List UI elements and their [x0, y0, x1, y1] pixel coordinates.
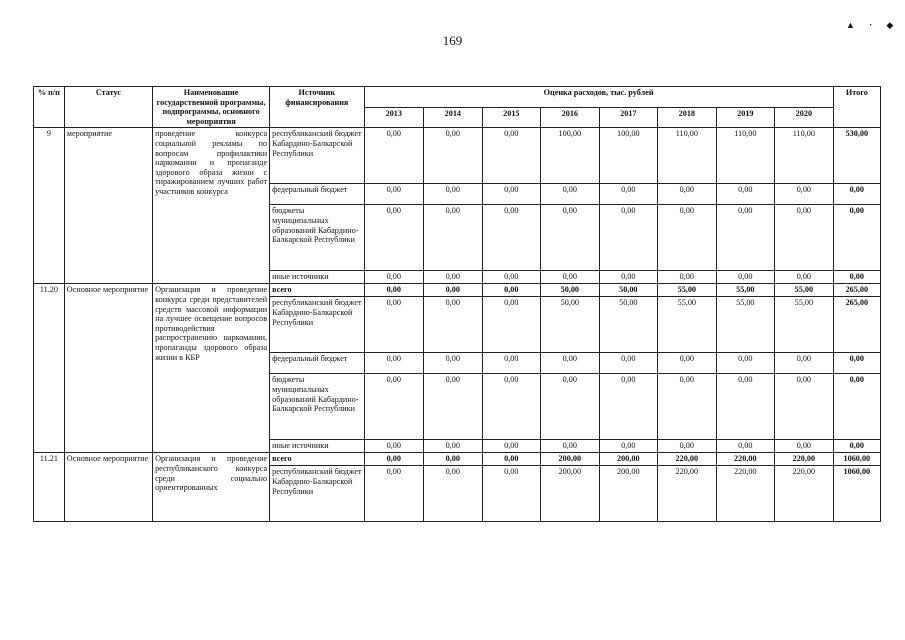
year-value: 200,00: [541, 466, 600, 522]
row-total: 0,00: [833, 440, 880, 453]
row-total: 0,00: [833, 271, 880, 284]
year-value: 0,00: [599, 271, 658, 284]
page-number: 169: [442, 33, 463, 48]
year-value: 220,00: [716, 453, 775, 466]
year-value: 0,00: [364, 284, 424, 297]
year-value: 0,00: [364, 297, 424, 353]
year-value: 55,00: [716, 297, 775, 353]
year-value: 0,00: [482, 184, 541, 205]
year-value: 0,00: [424, 205, 483, 271]
year-value: 0,00: [716, 184, 775, 205]
row-status: Основное мероприятие: [64, 453, 152, 522]
year-value: 0,00: [364, 353, 424, 374]
table-body: [34, 128, 881, 522]
year-value: 0,00: [424, 184, 483, 205]
year-value: 0,00: [364, 205, 424, 271]
year-value: 0,00: [716, 374, 775, 440]
year-value: 0,00: [364, 466, 424, 522]
funding-source: бюджеты муниципальных образований Кабардино-Балкарской Республики: [270, 205, 364, 271]
year-value: 0,00: [541, 353, 600, 374]
year-value: 50,00: [599, 297, 658, 353]
funding-source: республиканский бюджет Кабардино-Балкарской Республики: [270, 466, 364, 522]
year-value: 0,00: [424, 297, 483, 353]
year-value: 0,00: [775, 184, 834, 205]
row-name: Организация и проведение конкурса среди представителей средств массовой информации на лучшее освещение вопросов противодействия распространению наркомании, пропаганды здорового образа жизни в КБР: [153, 284, 270, 453]
year-value: 200,00: [541, 453, 600, 466]
year-value: 220,00: [658, 466, 717, 522]
header-name: Наименование государственной программы, подпрограммы, основного мероприятия: [153, 87, 270, 128]
row-total: 0,00: [833, 353, 880, 374]
funding-source: всего: [270, 453, 364, 466]
header-year: 2017: [599, 107, 658, 128]
row-status: мероприятие: [64, 128, 152, 284]
year-value: 0,00: [658, 353, 717, 374]
year-value: 0,00: [541, 184, 600, 205]
row-total: 265,00: [833, 284, 880, 297]
year-value: 0,00: [424, 374, 483, 440]
year-value: 220,00: [716, 466, 775, 522]
header-year: 2015: [482, 107, 541, 128]
year-value: 0,00: [424, 353, 483, 374]
year-value: 100,00: [541, 128, 600, 184]
expense-table: [33, 86, 881, 522]
year-value: 0,00: [482, 453, 541, 466]
row-total: 0,00: [833, 374, 880, 440]
year-value: 0,00: [716, 353, 775, 374]
year-value: 0,00: [775, 353, 834, 374]
year-value: 0,00: [424, 284, 483, 297]
row-total: 1060,00: [833, 453, 880, 466]
year-value: 0,00: [364, 374, 424, 440]
year-value: 0,00: [482, 440, 541, 453]
year-value: 50,00: [541, 284, 600, 297]
header-status: Статус: [64, 87, 152, 128]
year-value: 100,00: [599, 128, 658, 184]
header-num: % п/п: [34, 87, 65, 128]
year-value: 0,00: [482, 466, 541, 522]
header-total: Итого: [833, 87, 880, 128]
year-value: 0,00: [599, 374, 658, 440]
year-value: 0,00: [658, 184, 717, 205]
year-value: 0,00: [658, 440, 717, 453]
year-value: 110,00: [716, 128, 775, 184]
funding-source: иные источники: [270, 271, 364, 284]
row-number: 11.21: [34, 453, 65, 522]
table-row: [34, 453, 881, 466]
year-value: 0,00: [541, 374, 600, 440]
year-value: 200,00: [599, 466, 658, 522]
table-row: [34, 128, 881, 184]
year-value: 0,00: [541, 440, 600, 453]
row-number: 11.20: [34, 284, 65, 453]
row-total: 1060,00: [833, 466, 880, 522]
row-number: 9: [34, 128, 65, 284]
row-name: Организация и проведение республиканского конкурса среди социально ориентированных: [153, 453, 270, 522]
year-value: 0,00: [482, 374, 541, 440]
header-year: 2016: [541, 107, 600, 128]
year-value: 0,00: [541, 271, 600, 284]
year-value: 220,00: [775, 466, 834, 522]
year-value: 50,00: [599, 284, 658, 297]
year-value: 55,00: [775, 297, 834, 353]
year-value: 0,00: [424, 453, 483, 466]
year-value: 0,00: [482, 297, 541, 353]
year-value: 0,00: [541, 205, 600, 271]
row-total: 0,00: [833, 205, 880, 271]
year-value: 0,00: [775, 440, 834, 453]
year-value: 0,00: [424, 466, 483, 522]
row-name: проведение конкурса социальной рекламы по вопросам профилактики наркомании и пропаганде здорового образа жизни с тиражированием лучших работ участников конкурса: [153, 128, 270, 284]
funding-source: федеральный бюджет: [270, 184, 364, 205]
table-row: [34, 284, 881, 297]
row-total: 265,00: [833, 297, 880, 353]
year-value: 55,00: [775, 284, 834, 297]
year-value: 50,00: [541, 297, 600, 353]
year-value: 0,00: [658, 205, 717, 271]
year-value: 220,00: [658, 453, 717, 466]
year-value: 0,00: [482, 284, 541, 297]
funding-source: республиканский бюджет Кабардино-Балкарской Республики: [270, 128, 364, 184]
corner-marks: ▲ · ◆: [846, 20, 900, 30]
year-value: 0,00: [364, 440, 424, 453]
row-total: 0,00: [833, 184, 880, 205]
year-value: 0,00: [599, 440, 658, 453]
year-value: 0,00: [364, 184, 424, 205]
header-estimate: Оценка расходов, тыс. рублей: [364, 87, 833, 108]
header-year: 2018: [658, 107, 717, 128]
year-value: 0,00: [775, 205, 834, 271]
year-value: 0,00: [775, 271, 834, 284]
year-value: 0,00: [599, 205, 658, 271]
year-value: 0,00: [599, 184, 658, 205]
year-value: 0,00: [364, 271, 424, 284]
year-value: 0,00: [482, 205, 541, 271]
row-total: 530,00: [833, 128, 880, 184]
funding-source: всего: [270, 284, 364, 297]
header-year: 2014: [424, 107, 483, 128]
year-value: 0,00: [716, 271, 775, 284]
year-value: 0,00: [775, 374, 834, 440]
year-value: 0,00: [658, 271, 717, 284]
year-value: 55,00: [658, 297, 717, 353]
year-value: 0,00: [716, 440, 775, 453]
header-source: Источник финансирования: [270, 87, 364, 128]
year-value: 55,00: [716, 284, 775, 297]
row-status: Основное мероприятие: [64, 284, 152, 453]
year-value: 0,00: [424, 271, 483, 284]
year-value: 110,00: [658, 128, 717, 184]
year-value: 0,00: [364, 128, 424, 184]
year-value: 0,00: [482, 271, 541, 284]
year-value: 0,00: [424, 440, 483, 453]
funding-source: иные источники: [270, 440, 364, 453]
header-year: 2019: [716, 107, 775, 128]
year-value: 55,00: [658, 284, 717, 297]
year-value: 0,00: [658, 374, 717, 440]
year-value: 0,00: [482, 353, 541, 374]
year-value: 0,00: [599, 353, 658, 374]
funding-source: бюджеты муниципальных образований Кабардино-Балкарской Республики: [270, 374, 364, 440]
funding-source: республиканский бюджет Кабардино-Балкарской Республики: [270, 297, 364, 353]
year-value: 0,00: [716, 205, 775, 271]
funding-source: федеральный бюджет: [270, 353, 364, 374]
year-value: 220,00: [775, 453, 834, 466]
header-year: 2013: [364, 107, 424, 128]
header-year: 2020: [775, 107, 834, 128]
year-value: 0,00: [364, 453, 424, 466]
year-value: 200,00: [599, 453, 658, 466]
year-value: 110,00: [775, 128, 834, 184]
year-value: 0,00: [424, 128, 483, 184]
year-value: 0,00: [482, 128, 541, 184]
